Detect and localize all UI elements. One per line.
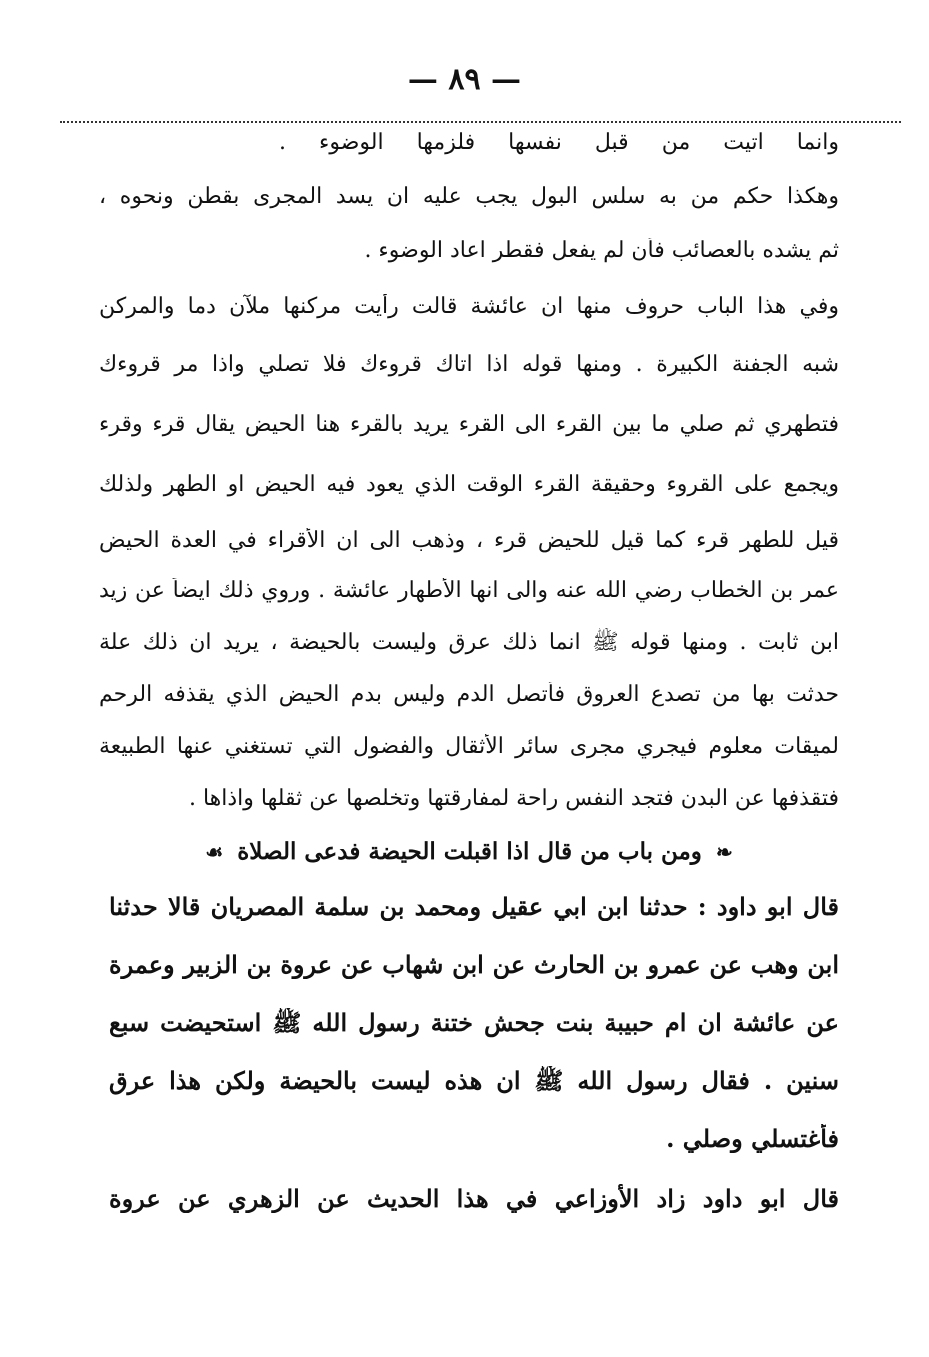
text-line: ثم يشده بالعصائب فأن لم يفعل فقطر اعاد الوضوء . (364, 238, 839, 263)
ornament-left-icon: ☙ (205, 840, 224, 864)
text-line: قال ابو داود : حدثنا ابن ابي عقيل ومحمد بن سلمة المصريان قالا حدثنا (109, 892, 839, 921)
ornament-right-icon: ❧ (715, 840, 733, 864)
text-line: ويجمع على القروء وحقيقة القرء الوقت الذي يعود فيه الحيض او الطهر ولذلك (99, 472, 839, 497)
text-line: سنين . فقال رسول الله ﷺ ان هذه ليست بالحيضة ولكن هذا عرق (109, 1066, 839, 1095)
text-line: قيل للطهر قرء كما قيل للحيض قرء ، وذهب الى ان الأقراء في العدة الحيض (99, 528, 839, 553)
text-line: قال ابو داود زاد الأوزاعي في هذا الحديث عن الزهري عن عروة (109, 1184, 839, 1213)
header-divider (60, 121, 901, 123)
text-line: وفي هذا الباب حروف منها ان عائشة قالت رأيت مركنها ملآن دما والمركن (99, 294, 839, 319)
section-heading (99, 838, 839, 865)
text-line: فأغتسلي وصلي . (666, 1124, 839, 1153)
text-line: فتقذفها عن البدن فتجد النفس راحة لمفارقتها وتخلصها عن ثقلها واذاها . (188, 786, 839, 811)
text-line: شبه الجفنة الكبيرة . ومنها قوله اذا اتاك قروءك فلا تصلي واذا مر قروءك (99, 352, 839, 377)
text-line: لميقات معلوم فيجري مجرى سائر الأثقال والفضول التي تستغني عنها الطبيعة (99, 734, 839, 759)
text-line: حدثت بها من تصدع العروق فأتصل الدم وليس بدم الحيض الذي يقذفه الرحم (99, 682, 839, 707)
text-line: عن عائشة ان ام حبيبة بنت جحش ختنة رسول الله ﷺ استحيضت سبع (109, 1008, 839, 1037)
text-line: وهكذا حكم من به سلس البول يجب عليه ان يسد المجرى بقطن ونحوه ، (99, 184, 839, 209)
text-line: ابن وهب عن عمرو بن الحارث عن ابن شهاب عن عروة بن الزبير وعمرة (109, 950, 839, 979)
section-heading-text: ومن باب من قال اذا اقبلت الحيضة فدعى الصلاة (237, 838, 702, 865)
page-number: — ٨٩ — (407, 62, 522, 97)
text-line: وانما اتيت من قبل نفسها فلزمها الوضوء . (279, 130, 839, 155)
text-line: عمر بن الخطاب رضي الله عنه والى انها الأطهار عائشة . وروي ذلك ايضاً عن زيد (99, 578, 839, 603)
text-line: ابن ثابت . ومنها قوله ﷺ انما ذلك عرق وليست بالحيضة ، يريد ان ذلك علة (99, 630, 839, 655)
text-line: فتطهري ثم صلي ما بين القرء الى القرء يريد بالقرء هنا الحيض يقال قرء وقرء (99, 412, 839, 437)
